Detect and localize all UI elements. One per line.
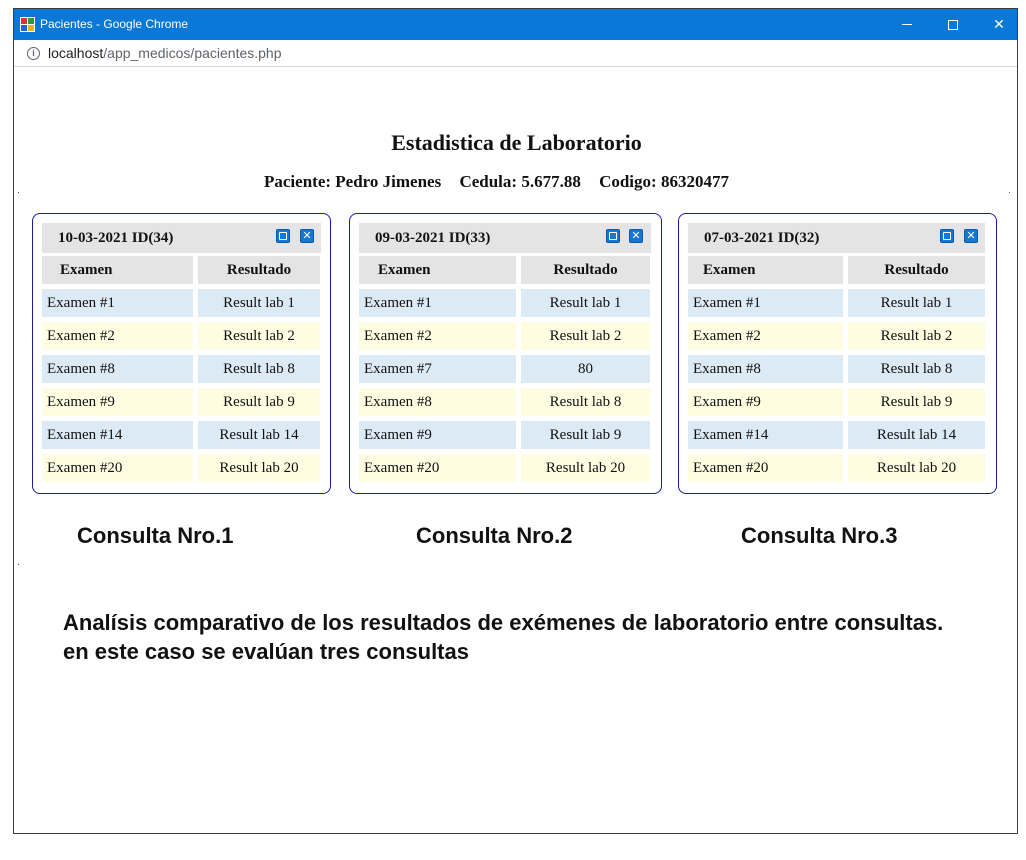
stray-dot (1009, 192, 1010, 193)
consulta-label-2: Consulta Nro.2 (416, 523, 573, 548)
result-cell: Result lab 2 (198, 322, 320, 350)
column-header-result: Resultado (521, 256, 650, 284)
card-maximize-button[interactable] (276, 229, 290, 243)
result-cell: Result lab 1 (198, 289, 320, 317)
minimize-icon (902, 24, 912, 25)
consulta-label-3: Consulta Nro.3 (741, 523, 898, 548)
consulta-card-2 (349, 213, 662, 494)
exam-cell: Examen #20 (359, 454, 516, 482)
exam-cell: Examen #8 (359, 388, 516, 416)
result-cell: Result lab 2 (848, 322, 985, 350)
card-header-title: 07-03-2021 ID(32) (704, 230, 820, 246)
exam-cell: Examen #14 (688, 421, 843, 449)
window-title: Pacientes - Google Chrome (40, 17, 189, 31)
result-cell: Result lab 14 (198, 421, 320, 449)
exam-cell: Examen #14 (42, 421, 193, 449)
card-header (688, 223, 985, 253)
column-header-exam: Examen (42, 256, 193, 284)
page-title: Estadistica de Laboratorio (391, 130, 642, 155)
card-header-title: 09-03-2021 ID(33) (375, 230, 491, 246)
patient-name: Paciente: Pedro Jimenes (264, 172, 442, 191)
column-header-result: Resultado (848, 256, 985, 284)
analysis-text: Analísis comparativo de los resultados de exémenes de laboratorio entre consultas. en este caso se evalúan tres consultas (63, 610, 944, 664)
result-cell: Result lab 9 (848, 388, 985, 416)
result-cell: Result lab 9 (521, 421, 650, 449)
app-icon (20, 17, 35, 32)
card-header-title: 10-03-2021 ID(34) (58, 230, 174, 246)
consulta-card-3 (678, 213, 997, 494)
column-header-exam: Examen (688, 256, 843, 284)
title-bar (14, 9, 1017, 40)
result-cell: Result lab 2 (521, 322, 650, 350)
card-close-button[interactable]: ✕ (629, 229, 643, 243)
url-text[interactable] (48, 45, 282, 61)
patient-codigo: Codigo: 86320477 (599, 172, 729, 191)
result-cell: Result lab 20 (848, 454, 985, 482)
result-cell: Result lab 8 (521, 388, 650, 416)
exam-cell: Examen #2 (688, 322, 843, 350)
stray-dot (18, 192, 19, 193)
exam-cell: Examen #9 (42, 388, 193, 416)
exam-cell: Examen #9 (688, 388, 843, 416)
exam-cell: Examen #7 (359, 355, 516, 383)
exam-cell: Examen #8 (42, 355, 193, 383)
page-content (14, 68, 1017, 833)
card-close-button[interactable]: ✕ (964, 229, 978, 243)
maximize-icon (948, 20, 958, 30)
exam-cell: Examen #1 (688, 289, 843, 317)
close-icon: ✕ (993, 16, 1005, 33)
result-cell: Result lab 9 (198, 388, 320, 416)
url-host: localhost (48, 45, 104, 61)
info-icon[interactable]: i (27, 47, 40, 60)
result-cell: Result lab 1 (521, 289, 650, 317)
column-header-exam: Examen (359, 256, 516, 284)
patient-cedula: Cedula: 5.677.88 (459, 172, 581, 191)
result-cell: Result lab 8 (848, 355, 985, 383)
consulta-card-1 (32, 213, 331, 494)
minimize-button[interactable] (884, 9, 930, 40)
patient-info (264, 172, 743, 192)
exam-cell: Examen #1 (42, 289, 193, 317)
card-close-button[interactable]: ✕ (300, 229, 314, 243)
exam-cell: Examen #2 (42, 322, 193, 350)
exam-cell: Examen #1 (359, 289, 516, 317)
result-cell: Result lab 8 (198, 355, 320, 383)
browser-window (13, 8, 1018, 834)
address-bar[interactable] (14, 40, 1017, 67)
column-header-result: Resultado (198, 256, 320, 284)
result-cell: Result lab 20 (521, 454, 650, 482)
result-cell: Result lab 14 (848, 421, 985, 449)
exam-cell: Examen #8 (688, 355, 843, 383)
card-maximize-button[interactable] (606, 229, 620, 243)
card-header (42, 223, 321, 253)
result-cell: Result lab 20 (198, 454, 320, 482)
maximize-button[interactable] (930, 9, 976, 40)
result-cell: 80 (521, 355, 650, 383)
consulta-label-1: Consulta Nro.1 (77, 523, 234, 548)
card-header (359, 223, 651, 253)
result-cell: Result lab 1 (848, 289, 985, 317)
exam-cell: Examen #20 (688, 454, 843, 482)
exam-cell: Examen #20 (42, 454, 193, 482)
stray-dot (18, 564, 19, 565)
card-maximize-button[interactable] (940, 229, 954, 243)
exam-cell: Examen #2 (359, 322, 516, 350)
exam-cell: Examen #9 (359, 421, 516, 449)
url-path: /app_medicos/pacientes.php (103, 45, 282, 61)
close-button[interactable] (976, 9, 1022, 40)
